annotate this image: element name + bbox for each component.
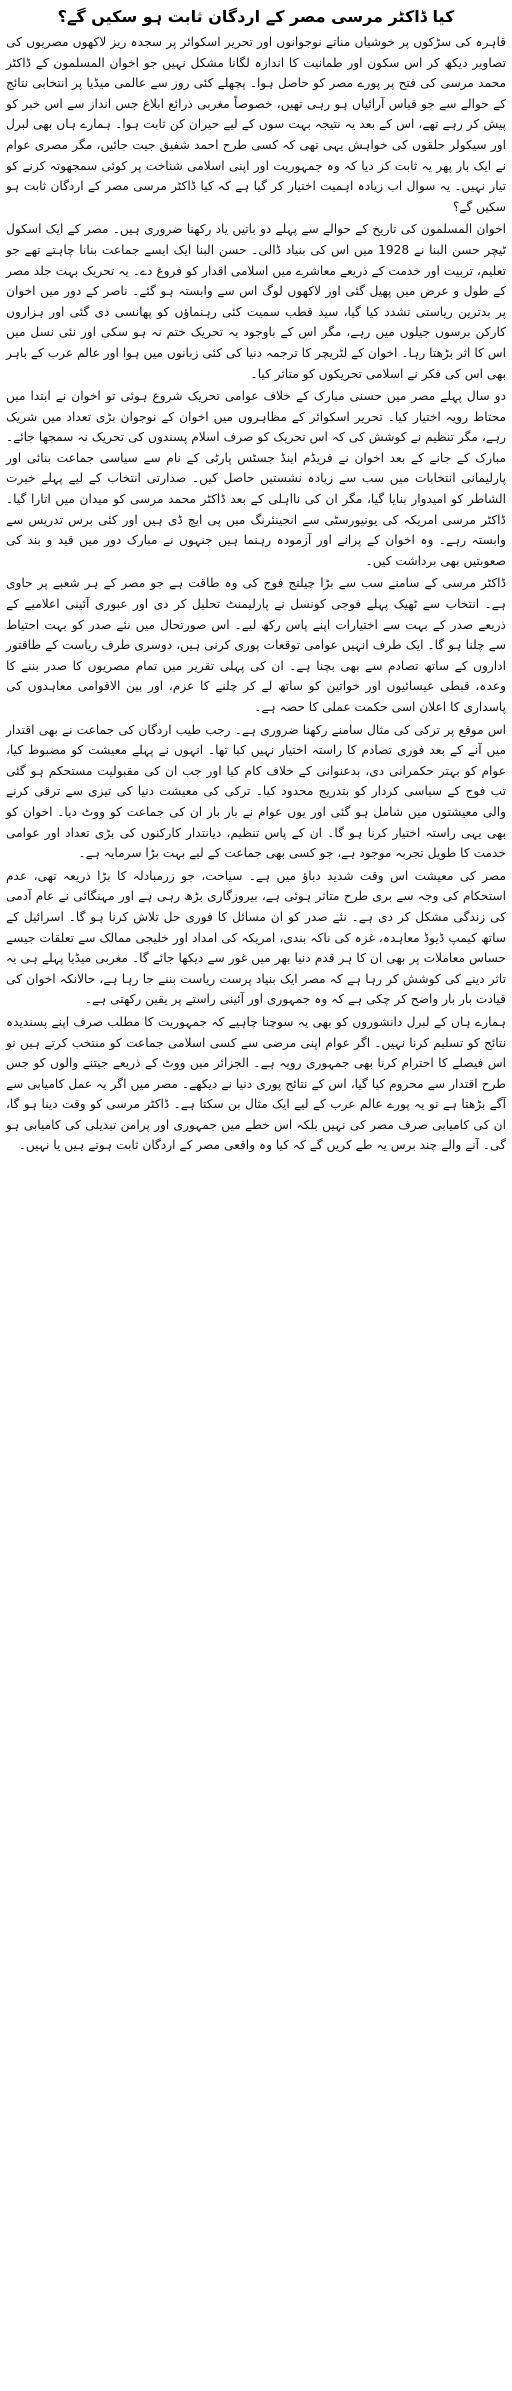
article-paragraph: اس موقع پر ترکی کی مثال سامنے رکھنا ضروری ہے۔ رجب طیب اردگان کی جماعت نے بھی اقتدار میں آنے کے بعد فوری تصادم کا راستہ اختیار نہیں کیا تھا۔ انہوں نے پہلے معیشت کو مضبوط کیا، عوام کو بہتر حکمرانی دی، بدعنوانی کے خلاف کام کیا اور جب ان کی مقبولیت مستحکم ہو گئی تب فوج کے سیاسی کردار کو بتدریج محدود کیا۔ ترکی کی معیشت دنیا کی تیزی سے ترقی کرنے والی معیشتوں میں شامل ہو گئی اور یوں عوام نے بار بار ان کی جماعت کو ووٹ دیا۔ اخوان کو بھی یہی راستہ اختیار کرنا ہو گا۔ ان کے پاس تنظیم، دیانتدار کارکنوں کی بڑی تعداد اور عوامی خدمت کا طویل تجربہ موجود ہے، جو کسی بھی جماعت کے لیے بہت بڑا سرمایہ ہے۔ bbox=[6, 722, 506, 861]
article-paragraph: دو سال پہلے مصر میں حسنی مبارک کے خلاف عوامی تحریک شروع ہوئی تو اخوان نے ابتدا میں محتاط رویہ اختیار کیا۔ تحریر اسکوائر کے مظاہروں میں اخوان کے نوجوان بڑی تعداد میں شریک رہے، مگر تنظیم نے کوشش کی کہ اس تحریک کو صرف اسلام پسندوں کی تحریک نہ سمجھا جائے۔ مبارک کے جانے کے بعد اخوان نے فریڈم اینڈ جسٹس پارٹی کے نام سے سیاسی جماعت بنائی اور پارلیمانی انتخابات میں سب سے زیادہ نشستیں حاصل کیں۔ صدارتی انتخاب کے لیے پہلے خیرت الشاطر کو امیدوار بنایا گیا، مگر ان کی نااہلی کے بعد ڈاکٹر محمد مرسی کو میدان میں اتارا گیا۔ ڈاکٹر مرسی امریکہ کی یونیورسٹی سے انجینئرنگ میں پی ایچ ڈی ہیں اور کئی برس تدریس سے وابستہ رہے۔ وہ اخوان کے پرانے اور آزمودہ رہنما ہیں جنہوں نے مبارک دور میں قید و بند کی صعوبتیں بھی برداشت کیں۔ bbox=[6, 389, 506, 568]
article-body bbox=[6, 32, 506, 1156]
article-paragraph: ہمارے ہاں کے لبرل دانشوروں کو بھی یہ سوچنا چاہیے کہ جمہوریت کا مطلب صرف اپنے پسندیدہ نتائج کو تسلیم کرنا نہیں۔ اگر عوام اپنی مرضی سے کسی اسلامی جماعت کو منتخب کرتے ہیں تو اس فیصلے کا احترام کرنا بھی جمہوری رویہ ہے۔ الجزائر میں ووٹ کے ذریعے جیتنے والوں کو جس طرح اقتدار سے محروم کیا گیا، اس کے نتائج پوری دنیا نے دیکھے۔ مصر میں اگر یہ عمل کامیابی سے آگے بڑھتا ہے تو یہ پورے عالم عرب کے لیے ایک مثال بن سکتا ہے۔ ڈاکٹر مرسی کو وقت دینا ہو گا، ان کی کامیابی صرف مصر کی نہیں بلکہ اس خطے میں جمہوری اور پرامن تبدیلی کی کامیابی ہو گی۔ آنے والے چند برس یہ طے کریں گے کہ کیا وہ واقعی مصر کے اردگان ثابت ہوتے ہیں یا نہیں۔ bbox=[6, 1014, 506, 1153]
article-headline: کیا ڈاکٹر مرسی مصر کے اردگان ثابت ہو سکیں گے؟ bbox=[57, 7, 455, 26]
article-paragraph: اخوان المسلمون کی تاریخ کے حوالے سے پہلے دو باتیں یاد رکھنا ضروری ہیں۔ مصر کے ایک اسکول ٹیچر حسن البنا نے 1928 میں اس کی بنیاد ڈالی۔ حسن البنا ایک ایسے جماعت بنانا چاہتے تھے جو تعلیم، تربیت اور خدمت کے ذریعے معاشرے میں اسلامی اقدار کو فروغ دے۔ یہ تحریک بہت جلد مصر کے طول و عرض میں پھیل گئی اور لاکھوں لوگ اس سے وابستہ ہو گئے۔ ناصر کے دور میں اخوان پر بدترین ریاستی تشدد کیا گیا، سید قطب سمیت کئی رہنماؤں کو پھانسی دی گئی اور ہزاروں کارکن برسوں جیلوں میں رہے، مگر اس کے باوجود یہ تحریک ختم نہ ہو سکی اور نئی نسل میں اس کا اثر بڑھتا رہا۔ اخوان کے لٹریچر کا ترجمہ دنیا کی کئی زبانوں میں ہوا اور عالم عرب کے باہر بھی اس کی فکر نے اسلامی تحریکوں کو متاثر کیا۔ bbox=[6, 222, 506, 381]
article-paragraph: ڈاکٹر مرسی کے سامنے سب سے بڑا چیلنج فوج کی وہ طاقت ہے جو مصر کے ہر شعبے پر حاوی ہے۔ انتخاب سے ٹھیک پہلے فوجی کونسل نے پارلیمنٹ تحلیل کر دی اور عبوری آئینی اعلامیے کے ذریعے صدر کے بہت سے اختیارات اپنے پاس رکھ لیے۔ اس صورتحال میں نئے صدر کو بہت احتیاط سے چلنا ہو گا۔ ایک طرف انہیں عوامی توقعات پوری کرنی ہیں، دوسری طرف ریاست کے طاقتور اداروں کے ساتھ تصادم سے بھی بچنا ہے۔ ان کی پہلی تقریر میں تمام مصریوں کا صدر بننے کا وعدہ، قبطی عیسائیوں اور خواتین کو ساتھ لے کر چلنے کا عزم، اور بین الاقوامی معاہدوں کی پاسداری کا اعلان اسی حکمت عملی کا حصہ ہے۔ bbox=[6, 576, 506, 714]
article-paragraph: قاہرہ کی سڑکوں پر خوشیاں مناتے نوجوانوں اور تحریر اسکوائر پر سجدہ ریز لاکھوں مصریوں کی تصاویر دیکھ کر اس سکون اور طمانیت کا اندازہ لگانا مشکل نہیں جو اخوان المسلمون کے ڈاکٹر محمد مرسی کی فتح پر پورے مصر کو حاصل ہوا۔ پچھلے کئی روز سے عالمی میڈیا پر انتخابی نتائج کے حوالے سے جو قیاس آرائیاں ہو رہی تھیں، خصوصاً مغربی ذرائع ابلاغ جس انداز سے اس خبر کو پیش کر رہے تھے، اس کے بعد یہ نتیجہ بہت سوں کے لیے حیران کن ثابت ہوا۔ ہمارے ہاں بھی لبرل اور سیکولر حلقوں کی خواہش یہی تھی کہ کسی طرح احمد شفیق جیت جائیں، مگر مصری عوام نے ایک بار پھر یہ ثابت کر دیا کہ وہ جمہوریت اور اپنی اسلامی شناخت پر کوئی سمجھوتہ کرنے کو تیار نہیں۔ یہ سوال اب زیادہ اہمیت اختیار کر گیا ہے کہ کیا ڈاکٹر مرسی مصر کے اردگان ثابت ہو سکیں گے؟ bbox=[6, 35, 506, 214]
article-paragraph: مصر کی معیشت اس وقت شدید دباؤ میں ہے۔ سیاحت، جو زرمبادلہ کا بڑا ذریعہ تھی، عدم استحکام کی وجہ سے بری طرح متاثر ہوئی ہے، بیروزگاری بڑھ رہی ہے اور مہنگائی نے عام آدمی کی زندگی مشکل کر دی ہے۔ نئے صدر کو ان مسائل کا فوری حل تلاش کرنا ہو گا۔ اسرائیل کے ساتھ کیمپ ڈیوڈ معاہدہ، غزہ کی ناکہ بندی، امریکہ کی امداد اور خلیجی ممالک سے تعلقات جیسے حساس معاملات پر بھی ان کا ہر قدم دنیا بھر میں غور سے دیکھا جائے گا۔ مغربی میڈیا پہلے ہی یہ تاثر دینے کی کوشش کر رہا ہے کہ مصر ایک بنیاد پرست ریاست بننے جا رہا ہے، حالانکہ اخوان کی قیادت بار بار واضح کر چکی ہے کہ وہ جمہوری اور آئینی راستے پر یقین رکھتی ہے۔ bbox=[6, 868, 506, 1007]
